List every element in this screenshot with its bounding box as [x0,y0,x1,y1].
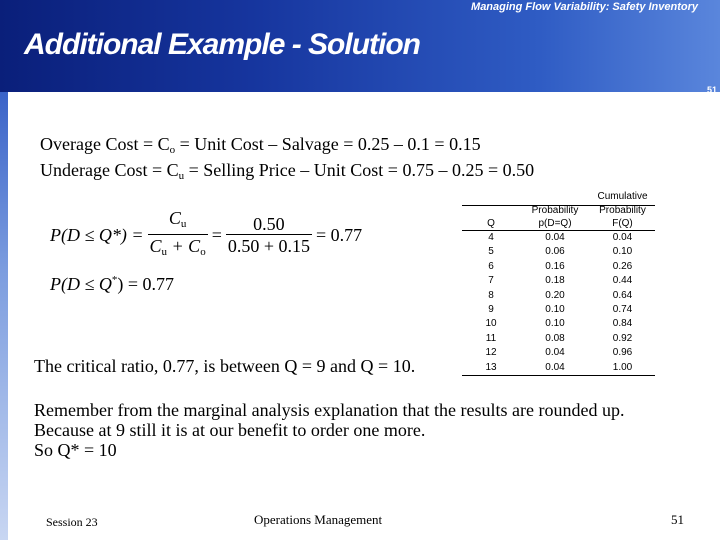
pdq-header: p(D=Q) [538,218,572,229]
probability-statement [50,274,174,295]
prob-superscript: * [111,274,118,286]
underage-calc: = Selling Price – Unit Cost = 0.75 – 0.25 = 0.50 [184,160,535,180]
footer-session: Session 23 [46,515,98,529]
table-row: 5 0.06 0.10 [488,246,633,258]
probability-table [462,190,655,376]
prob-lhs: P(D ≤ Q [50,274,112,294]
equals-sign: = [211,225,222,245]
slide-title: Additional Example - Solution [24,28,421,61]
overage-text: Overage Cost = C [40,134,170,154]
explanation-paragraph [34,400,625,460]
fq-header: F(Q) [612,218,633,229]
table-top-rule [462,205,655,206]
table-row: 12 0.04 0.96 [485,347,633,359]
table-header-row-1 [462,190,655,204]
header-page-number: 51 [706,85,717,95]
table-body [462,231,655,376]
formula-result: = 0.77 [316,225,363,245]
footer-page-number: 51 [671,512,684,527]
frac-den-plus-c: + C [167,236,201,256]
cumulative-header: Cumulative [597,191,648,202]
frac-num-sub: u [180,218,187,230]
probability-header-2: Probability [599,205,646,216]
table-row: 7 0.18 0.44 [488,275,633,287]
overage-subscript: o [169,144,176,156]
footer-course: Operations Management [254,512,383,527]
header-band [0,0,720,95]
table-header-row-2 [462,204,655,218]
numeric-fraction [226,214,312,257]
frac-den-sub1: u [161,246,168,258]
explanation-line: Remember from the marginal analysis explanation that the results are rounded up. [34,400,625,420]
critical-ratio-text: The critical ratio, 0.77, is between Q = 9 and Q = 10. [34,356,416,376]
overage-cost-line [40,134,481,156]
overage-calc: = Unit Cost – Salvage = 0.25 – 0.1 = 0.15 [175,134,481,154]
critical-ratio-formula [50,208,390,264]
course-title: Managing Flow Variability: Safety Inventory [471,1,698,13]
underage-subscript: u [178,170,185,182]
explanation-line: Because at 9 still it is at our benefit to order one more. [34,420,426,440]
table-row: 10 0.10 0.84 [485,318,633,330]
left-decorative-stripe [0,92,8,540]
explanation-line: So Q* = 10 [34,440,117,460]
table-row: 9 0.10 0.74 [488,303,633,315]
frac-den-sub2: o [200,246,206,258]
q-header: Q [487,218,495,229]
probability-header: Probability [531,205,579,216]
table-row: 11 0.08 0.92 [485,332,633,344]
table-header-row-3 [462,218,655,231]
table-row: 13 0.04 1.00 [485,361,633,373]
table-row: 8 0.20 0.64 [488,289,633,301]
underage-text: Underage Cost = C [40,160,179,180]
table-row: 6 0.16 0.26 [488,260,633,272]
frac-num-c: C [168,208,181,228]
numeric-numerator: 0.50 [226,214,312,235]
frac-den-c1: C [149,236,162,256]
numeric-denominator: 0.50 + 0.15 [227,236,310,256]
cu-over-cu-plus-co-fraction [148,208,208,263]
formula-lhs: P(D ≤ Q*) = [50,225,144,245]
underage-cost-line [40,160,534,182]
prob-rhs: ) = 0.77 [117,274,175,294]
table-row: 4 0.04 0.04 [488,232,633,243]
